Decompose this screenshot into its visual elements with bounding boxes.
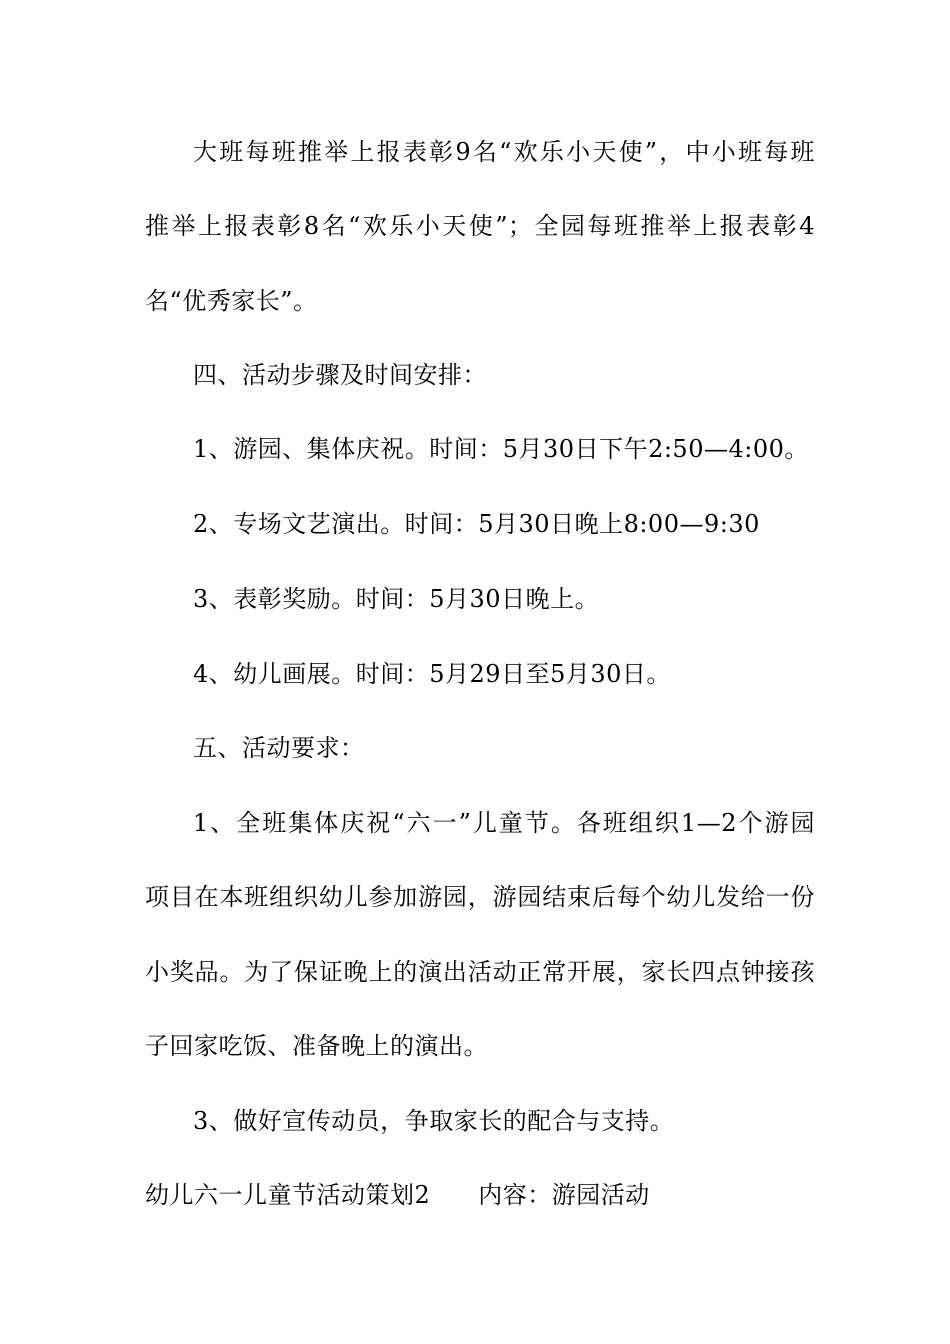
schedule-item-4: 4、幼儿画展。时间：5月29日至5月30日。 — [193, 660, 671, 688]
requirement-line-4: 子回家吃饭、准备晚上的演出。 — [145, 1032, 488, 1060]
schedule-item-1: 1、游园、集体庆祝。时间：5月30日下午2:50—4:00。 — [193, 435, 809, 463]
paragraph-line-2: 推举上报表彰8名“欢乐小天使”；全园每班推举上报表彰4 — [145, 212, 815, 240]
requirement-line-3: 小奖品。为了保证晚上的演出活动正常开展，家长四点钟接孩 — [145, 958, 815, 986]
schedule-item-3: 3、表彰奖励。时间：5月30日晚上。 — [193, 585, 600, 613]
paragraph-line-3: 名“优秀家长”。 — [145, 287, 318, 315]
footer-title: 幼儿六一儿童节活动策划2 — [145, 1181, 431, 1209]
schedule-item-2: 2、专场文艺演出。时间：5月30日晚上8:00—9:30 — [193, 510, 760, 538]
requirement-item-3: 3、做好宣传动员，争取家长的配合与支持。 — [193, 1107, 675, 1135]
footer-line — [145, 1179, 815, 1211]
requirement-line-1: 1、全班集体庆祝“六一”儿童节。各班组织1—2个游园 — [193, 809, 815, 837]
footer-content: 内容：游园活动 — [478, 1181, 650, 1209]
paragraph-line-1: 大班每班推举上报表彰9名“欢乐小天使”，中小班每班 — [193, 138, 815, 166]
requirement-line-2: 项目在本班组织幼儿参加游园，游园结束后每个幼儿发给一份 — [145, 883, 815, 911]
section-heading-four: 四、活动步骤及时间安排： — [193, 361, 487, 389]
section-heading-five: 五、活动要求： — [193, 734, 365, 762]
